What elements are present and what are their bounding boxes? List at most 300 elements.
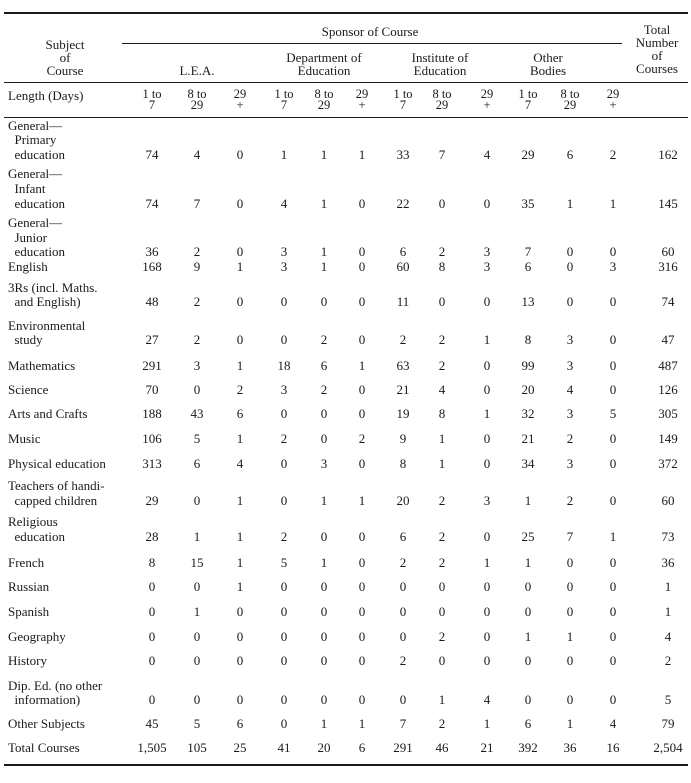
- table-cell: 0: [358, 406, 366, 421]
- table-cell: 0: [236, 629, 244, 644]
- table-cell: 0: [280, 406, 288, 421]
- table-cell: 0: [438, 196, 446, 211]
- total-cell: 60: [661, 493, 675, 508]
- table-cell: 0: [358, 579, 366, 594]
- table-cell: 2: [438, 529, 446, 544]
- sponsor-span-rule: [122, 43, 622, 44]
- length-header-top: 29: [233, 87, 247, 101]
- table-cell: 6: [524, 716, 532, 731]
- table-cell: 63: [396, 358, 410, 373]
- table-cell: 0: [609, 244, 617, 259]
- row-label: Science: [8, 382, 49, 397]
- table-cell: 0: [193, 653, 201, 668]
- table-cell: 1: [566, 196, 574, 211]
- table-cell: 21: [396, 382, 410, 397]
- table-cell: 0: [236, 604, 244, 619]
- table-cell: 0: [320, 294, 328, 309]
- table-cell: 0: [320, 579, 328, 594]
- table-cell: 0: [193, 382, 201, 397]
- table-cell: 1: [280, 147, 288, 162]
- table-cell: 0: [358, 456, 366, 471]
- table-cell: 0: [609, 604, 617, 619]
- table-cell: 5: [193, 716, 201, 731]
- row-label: education: [8, 529, 66, 544]
- table-cell: 60: [396, 259, 410, 274]
- table-cell: 0: [438, 653, 446, 668]
- table-cell: 15: [190, 555, 204, 570]
- table-cell: 7: [399, 716, 407, 731]
- table-cell: 74: [145, 147, 159, 162]
- table-cell: 1: [566, 629, 574, 644]
- table-cell: 4: [483, 692, 491, 707]
- table-cell: 1: [236, 493, 244, 508]
- table-cell: 1: [193, 604, 201, 619]
- table-cell: 32: [521, 406, 535, 421]
- subject-header-line: of: [59, 50, 71, 65]
- table-cell: 0: [148, 629, 156, 644]
- row-label: Mathematics: [8, 358, 76, 373]
- table-cell: 188: [142, 406, 162, 421]
- table-cell: 0: [320, 629, 328, 644]
- table-cell: 4: [236, 456, 244, 471]
- table-cell: 1: [236, 431, 244, 446]
- table-cell: 3: [483, 493, 491, 508]
- table-cell: 2: [280, 431, 288, 446]
- table-cell: 0: [193, 579, 201, 594]
- table-cell: 392: [518, 740, 538, 755]
- table-cell: 0: [566, 555, 574, 570]
- table-cell: 0: [483, 604, 491, 619]
- table-cell: 0: [358, 196, 366, 211]
- table-cell: 21: [521, 431, 535, 446]
- table-cell: 291: [393, 740, 413, 755]
- table-cell: 0: [609, 332, 617, 347]
- row-label: information): [8, 692, 81, 707]
- table-cell: 0: [236, 653, 244, 668]
- row-label: study: [8, 332, 43, 347]
- length-header-top: 8 to: [560, 87, 580, 101]
- row-label: Junior: [8, 230, 47, 245]
- table-cell: 3: [280, 259, 288, 274]
- table-cell: 3: [566, 406, 574, 421]
- length-header-top: 1 to: [274, 87, 294, 101]
- table-cell: 1: [358, 147, 366, 162]
- table-cell: 1: [438, 456, 446, 471]
- table-cell: 0: [236, 332, 244, 347]
- table-cell: 0: [236, 244, 244, 259]
- table-cell: 3: [483, 244, 491, 259]
- total-cell: 47: [661, 332, 675, 347]
- total-header-line: Number: [635, 35, 679, 50]
- table-cell: 0: [609, 579, 617, 594]
- table-cell: 2: [438, 555, 446, 570]
- table-cell: 9: [399, 431, 407, 446]
- table-cell: 0: [280, 332, 288, 347]
- length-header-bottom: 7: [148, 98, 156, 112]
- table-cell: 13: [521, 294, 535, 309]
- row-label: General—: [8, 215, 63, 230]
- table-cell: 1: [438, 692, 446, 707]
- table-cell: 18: [277, 358, 291, 373]
- table-cell: 2: [609, 147, 617, 162]
- table-cell: 0: [358, 294, 366, 309]
- subject-header-line: Course: [46, 63, 84, 78]
- table-cell: 0: [236, 196, 244, 211]
- table-cell: 1: [609, 529, 617, 544]
- table-cell: 6: [566, 147, 574, 162]
- table-cell: 3: [193, 358, 201, 373]
- total-cell: 4: [664, 629, 672, 644]
- table-cell: 0: [566, 244, 574, 259]
- table-cell: 0: [524, 604, 532, 619]
- table-cell: 0: [566, 692, 574, 707]
- table-cell: 1: [320, 196, 328, 211]
- row-label: Total Courses: [8, 740, 80, 755]
- length-header-bottom: 7: [524, 98, 532, 112]
- table-cell: 0: [399, 604, 407, 619]
- sponsor-name-line: Department of: [286, 50, 362, 65]
- table-cell: 1: [483, 716, 491, 731]
- sponsor-name-line: Education: [297, 63, 351, 78]
- table-cell: 0: [483, 653, 491, 668]
- total-cell: 1: [664, 579, 672, 594]
- total-cell: 2: [664, 653, 672, 668]
- table-cell: 2: [193, 332, 201, 347]
- table-cell: 3: [280, 382, 288, 397]
- row-label: Spanish: [8, 604, 50, 619]
- table-cell: 3: [483, 259, 491, 274]
- row-label: capped children: [8, 493, 98, 508]
- table-cell: 2: [438, 716, 446, 731]
- table-cell: 1: [483, 332, 491, 347]
- row-label: education: [8, 244, 66, 259]
- row-label: Religious: [8, 514, 58, 529]
- table-cell: 0: [399, 692, 407, 707]
- total-header-line: Total: [643, 22, 671, 37]
- table-cell: 46: [435, 740, 449, 755]
- table-cell: 6: [320, 358, 328, 373]
- table-cell: 2: [280, 529, 288, 544]
- table-cell: 1: [483, 406, 491, 421]
- total-cell: 60: [661, 244, 675, 259]
- table-cell: 0: [566, 259, 574, 274]
- sponsor-name-line: Bodies: [529, 63, 567, 78]
- table-cell: 1: [438, 431, 446, 446]
- row-label: Teachers of handi-: [8, 478, 105, 493]
- table-cell: 4: [438, 382, 446, 397]
- row-label: Geography: [8, 629, 66, 644]
- table-cell: 36: [563, 740, 577, 755]
- header-bottom-rule: [4, 117, 688, 118]
- table-cell: 0: [358, 692, 366, 707]
- table-cell: 1: [193, 529, 201, 544]
- total-cell: 2,504: [653, 740, 683, 755]
- total-cell: 145: [658, 196, 678, 211]
- table-cell: 0: [483, 294, 491, 309]
- table-cell: 3: [320, 456, 328, 471]
- table-cell: 0: [148, 692, 156, 707]
- table-cell: 0: [609, 692, 617, 707]
- table-cell: 7: [438, 147, 446, 162]
- table-cell: 6: [236, 716, 244, 731]
- table-cell: 1: [320, 555, 328, 570]
- table-cell: 4: [566, 382, 574, 397]
- length-header-top: 1 to: [142, 87, 162, 101]
- table-cell: 1: [236, 358, 244, 373]
- row-label: education: [8, 147, 66, 162]
- table-cell: 2: [236, 382, 244, 397]
- table-cell: 2: [438, 244, 446, 259]
- table-cell: 0: [358, 604, 366, 619]
- table-cell: 20: [396, 493, 410, 508]
- table-cell: 0: [399, 579, 407, 594]
- table-cell: 0: [483, 529, 491, 544]
- length-header-top: 1 to: [518, 87, 538, 101]
- table-cell: 2: [193, 244, 201, 259]
- table-cell: 0: [320, 529, 328, 544]
- table-cell: 2: [438, 629, 446, 644]
- length-header-bottom: +: [358, 98, 366, 112]
- table-cell: 0: [483, 629, 491, 644]
- table-cell: 0: [609, 493, 617, 508]
- table-cell: 9: [193, 259, 201, 274]
- row-label: Russian: [8, 579, 50, 594]
- table-cell: 22: [396, 196, 410, 211]
- table-cell: 313: [142, 456, 162, 471]
- table-cell: 0: [236, 692, 244, 707]
- table-cell: 0: [609, 456, 617, 471]
- table-cell: 0: [358, 244, 366, 259]
- table-cell: 20: [521, 382, 535, 397]
- row-label: education: [8, 196, 66, 211]
- table-cell: 0: [566, 604, 574, 619]
- table-cell: 0: [320, 431, 328, 446]
- table-cell: 6: [358, 740, 366, 755]
- length-header-bottom: 29: [317, 98, 331, 112]
- table-cell: 7: [524, 244, 532, 259]
- total-cell: 487: [658, 358, 678, 373]
- table-cell: 3: [566, 456, 574, 471]
- table-cell: 1: [609, 196, 617, 211]
- table-cell: 5: [280, 555, 288, 570]
- table-cell: 34: [521, 456, 535, 471]
- row-label: English: [8, 259, 48, 274]
- table-cell: 0: [280, 493, 288, 508]
- total-cell: 149: [658, 431, 678, 446]
- table-cell: 0: [358, 629, 366, 644]
- total-header-line: Courses: [636, 61, 678, 76]
- table-cell: 0: [280, 653, 288, 668]
- table-cell: 0: [399, 629, 407, 644]
- table-cell: 168: [142, 259, 162, 274]
- table-cell: 0: [193, 629, 201, 644]
- table-cell: 28: [145, 529, 159, 544]
- table-cell: 0: [609, 653, 617, 668]
- row-label: French: [8, 555, 45, 570]
- table-cell: 48: [145, 294, 159, 309]
- table-cell: 1: [236, 555, 244, 570]
- table-cell: 2: [320, 382, 328, 397]
- table-cell: 6: [193, 456, 201, 471]
- table-cell: 25: [521, 529, 535, 544]
- table-cell: 41: [277, 740, 291, 755]
- row-label: Primary: [8, 132, 57, 147]
- length-header-top: 29: [606, 87, 620, 101]
- table-cell: 74: [145, 196, 159, 211]
- table-cell: 0: [524, 692, 532, 707]
- table-cell: 5: [609, 406, 617, 421]
- sponsor-name-line: Other: [533, 50, 563, 65]
- table-cell: 45: [145, 716, 159, 731]
- table-cell: 0: [320, 692, 328, 707]
- length-header-top: 8 to: [432, 87, 452, 101]
- table-cell: 0: [609, 629, 617, 644]
- table-cell: 0: [483, 382, 491, 397]
- table-cell: 2: [399, 555, 407, 570]
- total-cell: 36: [661, 555, 675, 570]
- table-cell: 291: [142, 358, 162, 373]
- table-cell: 1: [524, 629, 532, 644]
- length-rule-top: [4, 82, 688, 83]
- table-cell: 3: [566, 332, 574, 347]
- table-cell: 0: [483, 579, 491, 594]
- total-cell: 1: [664, 604, 672, 619]
- table-cell: 2: [399, 653, 407, 668]
- table-cell: 19: [396, 406, 410, 421]
- table-cell: 0: [358, 529, 366, 544]
- table-cell: 99: [521, 358, 535, 373]
- total-cell: 372: [658, 456, 678, 471]
- sponsor-name-line: L.E.A.: [179, 63, 215, 78]
- table-cell: 0: [358, 259, 366, 274]
- row-label: History: [8, 653, 47, 668]
- table-cell: 1: [524, 555, 532, 570]
- row-label: Music: [8, 431, 41, 446]
- total-cell: 5: [664, 692, 672, 707]
- length-header-top: 8 to: [187, 87, 207, 101]
- table-cell: 0: [358, 382, 366, 397]
- total-cell: 79: [661, 716, 675, 731]
- total-cell: 305: [658, 406, 678, 421]
- row-label: Other Subjects: [8, 716, 85, 731]
- length-header-bottom: 7: [280, 98, 288, 112]
- table-cell: 0: [609, 358, 617, 373]
- table-cell: 0: [358, 653, 366, 668]
- table-cell: 1: [320, 147, 328, 162]
- table-cell: 1: [320, 716, 328, 731]
- table-cell: 0: [566, 653, 574, 668]
- table-cell: 2: [438, 358, 446, 373]
- row-label: and English): [8, 294, 81, 309]
- total-cell: 316: [658, 259, 678, 274]
- total-cell: 73: [661, 529, 675, 544]
- table-cell: 7: [566, 529, 574, 544]
- table-cell: 8: [438, 259, 446, 274]
- table-cell: 4: [609, 716, 617, 731]
- table-cell: 0: [566, 294, 574, 309]
- row-label: General—: [8, 118, 63, 133]
- total-cell: 162: [658, 147, 678, 162]
- table-cell: 0: [148, 604, 156, 619]
- table-cell: 0: [280, 629, 288, 644]
- table-cell: 0: [358, 555, 366, 570]
- table-cell: 0: [483, 456, 491, 471]
- table-cell: 4: [193, 147, 201, 162]
- table-cell: 0: [320, 653, 328, 668]
- table-cell: 2: [566, 431, 574, 446]
- table-cell: 20: [317, 740, 331, 755]
- table-cell: 2: [438, 332, 446, 347]
- table-cell: 0: [483, 196, 491, 211]
- table-cell: 70: [145, 382, 159, 397]
- row-label: Environmental: [8, 318, 86, 333]
- table-cell: 4: [483, 147, 491, 162]
- sponsor-name-line: Institute of: [411, 50, 469, 65]
- length-header-bottom: 29: [190, 98, 204, 112]
- table-cell: 3: [280, 244, 288, 259]
- table-cell: 1: [236, 529, 244, 544]
- table-cell: 0: [483, 431, 491, 446]
- table-cell: 16: [606, 740, 620, 755]
- table-cell: 0: [609, 555, 617, 570]
- length-header-bottom: +: [609, 98, 617, 112]
- length-header-bottom: 7: [399, 98, 407, 112]
- table-cell: 3: [609, 259, 617, 274]
- row-label: Physical education: [8, 456, 106, 471]
- table-cell: 29: [521, 147, 535, 162]
- table-cell: 1: [358, 493, 366, 508]
- total-cell: 126: [658, 382, 678, 397]
- table-cell: 0: [438, 294, 446, 309]
- table-cell: 1: [566, 716, 574, 731]
- table-cell: 0: [280, 716, 288, 731]
- table-cell: 1: [320, 493, 328, 508]
- table-cell: 0: [148, 653, 156, 668]
- table-cell: 1: [358, 358, 366, 373]
- table-cell: 1: [320, 259, 328, 274]
- length-header-top: 1 to: [393, 87, 413, 101]
- length-header-bottom: 29: [435, 98, 449, 112]
- table-cell: 0: [358, 332, 366, 347]
- table-cell: 0: [438, 579, 446, 594]
- table-cell: 2: [438, 493, 446, 508]
- bottom-rule: [4, 764, 688, 766]
- row-label: Infant: [8, 181, 46, 196]
- table-cell: 1: [320, 244, 328, 259]
- table-cell: 6: [524, 259, 532, 274]
- table-cell: 6: [399, 529, 407, 544]
- table-cell: 0: [148, 579, 156, 594]
- table-cell: 0: [609, 431, 617, 446]
- length-header-top: 29: [355, 87, 369, 101]
- table-cell: 21: [480, 740, 494, 755]
- table-cell: 3: [566, 358, 574, 373]
- length-header-top: 8 to: [314, 87, 334, 101]
- table-cell: 0: [483, 358, 491, 373]
- table-cell: 0: [236, 147, 244, 162]
- sponsor-header: Sponsor of Course: [321, 24, 419, 39]
- table-cell: 0: [320, 406, 328, 421]
- table-cell: 7: [193, 196, 201, 211]
- table-cell: 2: [399, 332, 407, 347]
- table-cell: 25: [233, 740, 247, 755]
- table-cell: 2: [566, 493, 574, 508]
- table-cell: 0: [524, 579, 532, 594]
- table-cell: 2: [320, 332, 328, 347]
- table-cell: 0: [524, 653, 532, 668]
- total-cell: 74: [661, 294, 675, 309]
- table-cell: 8: [438, 406, 446, 421]
